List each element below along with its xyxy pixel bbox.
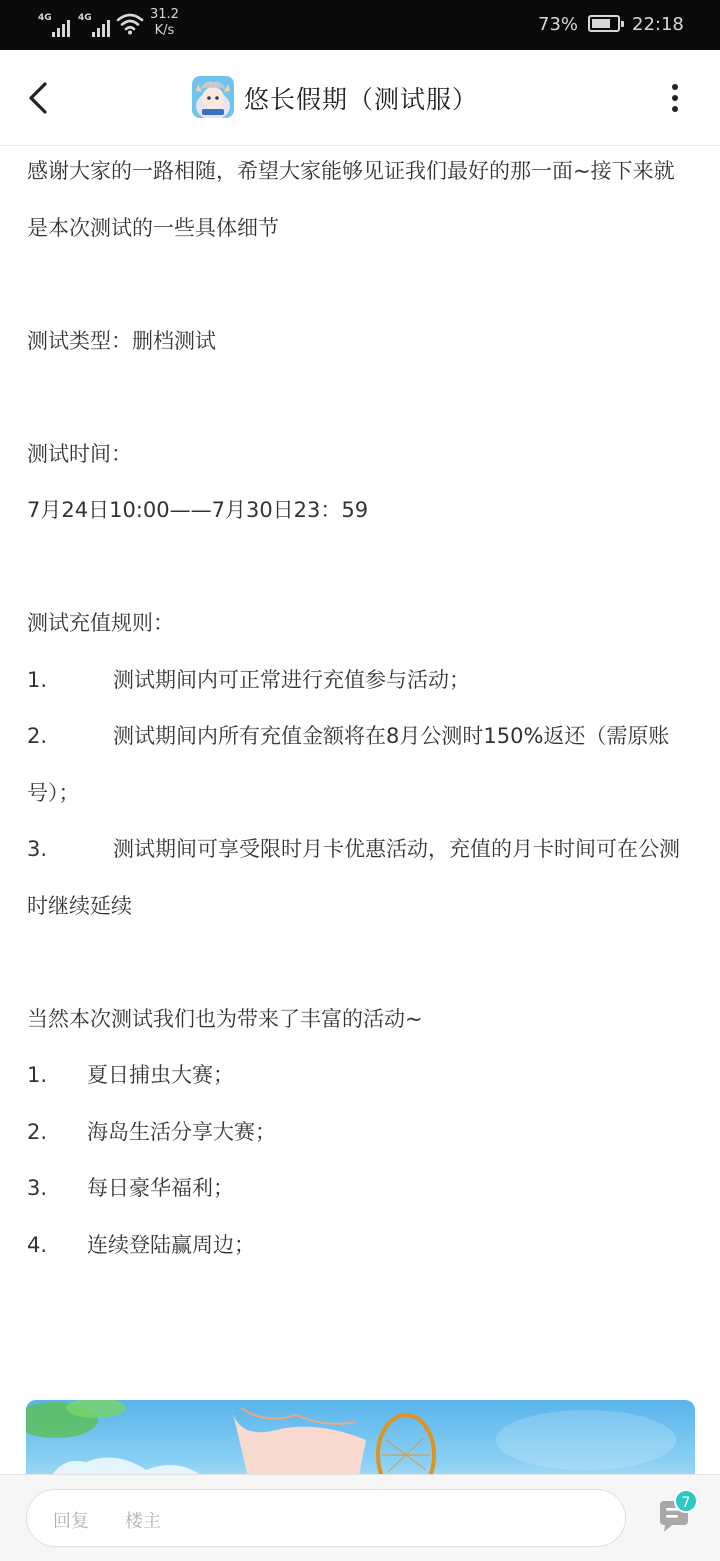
test-time-value: 7月24日10:00——7月30日23：59 xyxy=(27,498,369,522)
more-options-button[interactable] xyxy=(660,78,690,118)
clock: 22:18 xyxy=(632,14,684,35)
test-type-line: 测试类型：删档测试 xyxy=(27,328,216,353)
list-item-number: 1. xyxy=(27,1063,48,1087)
battery-percentage: 73% xyxy=(538,14,579,35)
list-item-number: 4. xyxy=(27,1232,48,1257)
app-header xyxy=(0,50,720,146)
list-item xyxy=(27,1104,695,1161)
list-item-number: 2. xyxy=(27,1119,48,1144)
wifi-icon xyxy=(116,13,144,35)
reply-prefix: 回复 xyxy=(53,1511,89,1532)
battery-level-fill xyxy=(592,19,610,28)
reply-bar xyxy=(0,1474,720,1561)
status-bar xyxy=(0,0,720,50)
comment-count-badge: 7 xyxy=(674,1489,698,1513)
list-item xyxy=(27,821,695,934)
recharge-rules-title: 测试充值规则： xyxy=(27,611,174,635)
list-item xyxy=(27,708,695,821)
intro-paragraph: 感谢大家的一路相随，希望大家能够见证我们最好的那一面~接下来就是本次测试的一些具体细节 xyxy=(27,159,675,240)
reply-input[interactable] xyxy=(26,1489,626,1547)
page-title: 悠长假期（测试服） xyxy=(244,85,479,114)
list-item xyxy=(27,1047,695,1104)
list-item-text: 连续登陆赢周边； xyxy=(87,1232,255,1257)
list-item xyxy=(27,1160,695,1217)
list-item xyxy=(27,652,695,709)
speed-value: 31.2 xyxy=(150,7,179,22)
list-item-number: 3. xyxy=(27,837,48,861)
list-item-number: 1. xyxy=(27,667,48,692)
list-item-number: 3. xyxy=(27,1176,48,1200)
game-logo-icon xyxy=(192,76,234,118)
battery-icon xyxy=(588,15,620,32)
list-item-text: 海岛生活分享大赛； xyxy=(87,1119,276,1144)
more-vertical-icon xyxy=(672,84,678,90)
reply-target: 楼主 xyxy=(125,1511,161,1532)
list-item-text: 夏日捕虫大赛； xyxy=(87,1063,234,1087)
list-item-text: 测试期间可享受限时月卡优惠活动，充值的月卡时间可在公测时继续延续 xyxy=(27,837,680,918)
list-item xyxy=(27,1217,695,1274)
list-item-text: 测试期间内所有充值金额将在8月公测时150%返还（需原账号）； xyxy=(27,724,670,805)
network-type-2: 4G xyxy=(78,13,92,23)
list-item-number: 2. xyxy=(27,724,48,748)
back-button[interactable] xyxy=(20,78,56,118)
test-time-label: 测试时间： xyxy=(27,441,132,466)
list-item-text: 每日豪华福利； xyxy=(87,1176,234,1200)
network-type-1: 4G xyxy=(38,13,52,23)
post-content xyxy=(27,143,695,1273)
speed-unit: K/s xyxy=(154,23,175,38)
network-speed xyxy=(150,7,179,39)
chevron-left-icon xyxy=(26,81,50,115)
events-title: 当然本次测试我们也为带来了丰富的活动~ xyxy=(27,1006,423,1031)
list-item-text: 测试期间内可正常进行充值参与活动； xyxy=(113,667,470,692)
